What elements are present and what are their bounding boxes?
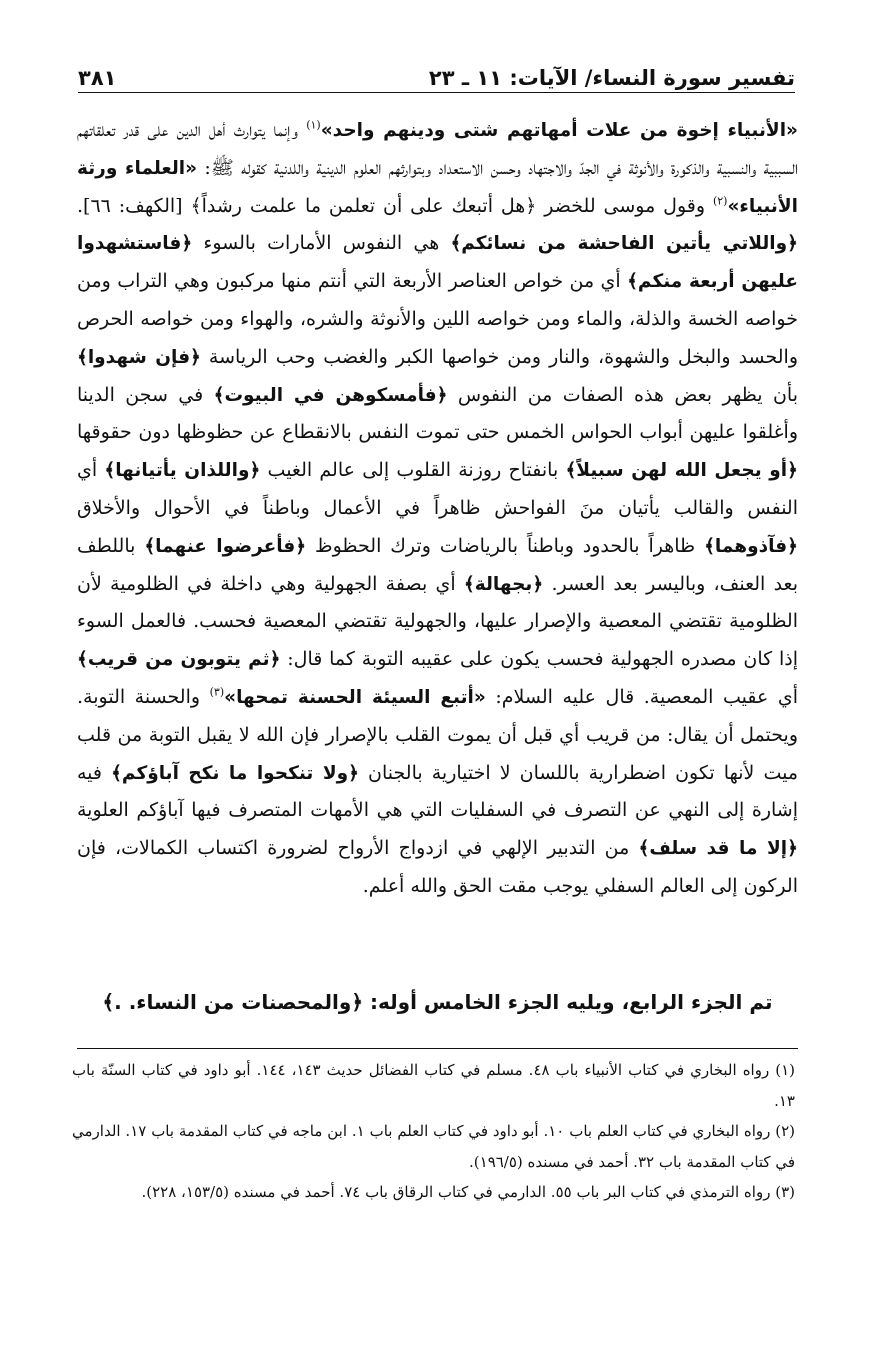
verse-quote: ﴿إلا ما قد سلف﴾: [638, 838, 798, 860]
verse-quote: ﴿فأمسكوهن في البيوت﴾: [213, 384, 448, 406]
text-run: بأن يظهر بعض هذه الصفات من النفوس: [447, 383, 799, 406]
footnotes: [72, 1055, 795, 1208]
hadith-quote: «الأنبياء إخوة من علات أمهاتهم شتى ودينهم واحد»: [320, 120, 798, 141]
page-number: ٣٨١: [78, 66, 117, 90]
text-run: فيه إشارة إلى النهي عن التصرف في السفليات التي هي الأمهات المتصرف فيها آباؤكم العلوية: [77, 761, 798, 822]
running-header: [78, 58, 795, 90]
text-run: هي النفوس الأمارات بالسوء: [192, 232, 451, 255]
text-run: وإنما يتوارث أهل الدين على قدر تعلقاتهم السببية والنسبية والذكورة والأنوثة في الجدّ والاجتهاد وحسن الاستعداد وبتوارثهم العلوم الدينية واللدنية كقوله ﷺ:: [77, 119, 798, 179]
text-run: في سجن الدينا وأغلقوا عليهن أبواب الحواس الخمس حتى تموت النفس بالانقطاع عن حظوظها دون حقوقها: [77, 383, 798, 444]
hadith-quote: «أتبع السيئة الحسنة تمحها»: [224, 686, 486, 708]
verse-quote: ﴿ثم يتوبون من قريب﴾: [77, 649, 281, 671]
text-run: والحسنة التوبة. ويحتمل أن يقال: من قريب أي قبل أن يموت القلب بالإصرار فإن الله لا يقبل التوبة من قلب ميت لأنها تكون اضطرارية باللسان لا اختيارية بالجنان: [77, 685, 799, 784]
footnote-text: رواه الترمذي في كتاب البر باب ٥٥. الدارمي في كتاب الرقاق باب ٧٤. أحمد في مسنده (١٥٣/٥، ٢٢٨).: [141, 1183, 776, 1201]
text-run: وقول موسى للخضر ﴿هل أتبعك على أن تعلمن ما علمت رشداً﴾ [الكهف: ٦٦].: [77, 194, 713, 217]
header-rule: [78, 92, 795, 93]
text-run: أي من خواص العناصر الأربعة التي أنتم منها مركبون وهي التراب ومن خواصه الخسة والذلة، والماء ومن خواصه اللين والأنوثة والشره، والهواء ومن خواصه الحرص والحسد والبخل والشهوة، والنار ومن خواصها الكبر والغضب وحب الرياسة: [77, 270, 799, 368]
text-run: أي عقيب المعصية. قال عليه السلام:: [485, 685, 799, 708]
footnote-item: [72, 1116, 795, 1177]
body-paragraph: [77, 112, 798, 906]
footnote-number: (٢): [775, 1122, 796, 1140]
footnote-item: [72, 1177, 795, 1208]
verse-quote: ﴿بجهالة﴾: [463, 573, 544, 595]
footnote-separator: [77, 1048, 798, 1049]
text-run: أي بصفة الجهولية وهي داخلة في الظلومية لأن الظلومية تقتضي المعصية والإصرار عليها، والجهولية تقتضي المعصية فحسب. فالعمل السوء إذا كان مصدره الجهولية فحسب يكون على عقيبه التوبة كما قال:: [77, 572, 798, 671]
chapter-title: تفسير سورة النساء/ الآيات: ١١ ـ ٢٣: [428, 66, 795, 90]
verse-quote: ﴿واللاتي يأتين الفاحشة من نسائكم﴾: [450, 233, 798, 255]
footnote-number: (١): [775, 1061, 796, 1079]
footnote-ref: (٢): [712, 194, 728, 208]
volume-end-note: تم الجزء الرابع، ويليه الجزء الخامس أوله: ﴿والمحصنات من النساء. .﴾: [102, 990, 773, 1014]
text-run: بانفتاح روزنة القلوب إلى عالم الغيب: [260, 459, 566, 482]
verse-quote: ﴿فأعرضوا عنهما﴾: [144, 535, 307, 557]
footnote-text: رواه البخاري في كتاب الأنبياء باب ٤٨. مسلم في كتاب الفضائل حديث ١٤٣، ١٤٤. أبو داود في كتاب السنّة باب ١٣.: [72, 1061, 795, 1110]
text-run: من التدبير الإلهي في ازدواج الأرواح لضرورة اكتساب الكمالات، فإن الركون إلى العالم السفلي يوجب مقت الحق والله أعلم.: [77, 837, 798, 897]
verse-quote: ﴿فاستشهدوا عليهن أربعة منكم﴾: [77, 233, 798, 293]
text-run: باللطف بعد العنف، وباليسر بعد العسر.: [77, 534, 799, 595]
footnote-ref: (٣): [209, 685, 225, 699]
text-run: ظاهراً بالحدود وباطناً بالرياضات وترك الحظوظ: [306, 534, 705, 557]
text-run: أي النفس والقالب يأتيان منَ الفواحش ظاهراً في الأعمال وباطناً في الأحوال والأخلاق: [77, 459, 798, 519]
footnote-item: [72, 1055, 795, 1116]
verse-quote: ﴿فإن شهدوا﴾: [77, 346, 201, 368]
verse-quote: ﴿أو يجعل الله لهن سبيلاً﴾: [565, 460, 798, 482]
footnote-ref: (١): [306, 118, 321, 132]
footnote-number: (٣): [775, 1183, 795, 1201]
verse-quote: ﴿فآذوهما﴾: [704, 535, 798, 557]
verse-quote: ﴿ولا تنكحوا ما نكح آباؤكم﴾: [111, 762, 359, 784]
footnote-text: رواه البخاري في كتاب العلم باب ١٠. أبو داود في كتاب العلم باب ١. ابن ماجه في كتاب المقدمة باب ١٧. الدارمي في كتاب المقدمة باب ٣٢. أحمد في مسنده (١٩٦/٥).: [72, 1122, 795, 1171]
hadith-quote: «العلماء ورثة الأنبياء»: [77, 157, 798, 217]
verse-quote: ﴿واللذان يأتيانها﴾: [104, 460, 261, 482]
